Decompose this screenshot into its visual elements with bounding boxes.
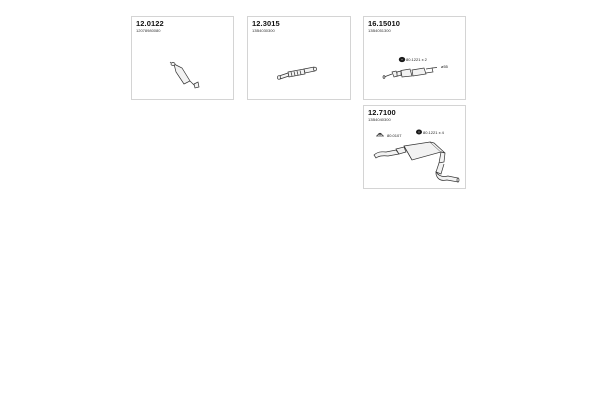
hanger-clamp-icon: [376, 133, 384, 136]
part-code: 12.7100: [368, 108, 396, 117]
part-card-12-7100[interactable]: [363, 105, 466, 189]
part-card-12-3015[interactable]: [247, 16, 351, 100]
catalytic-converter-icon: [364, 17, 467, 101]
part-code: 16.15010: [368, 19, 401, 28]
part-reference: 13B4051300: [368, 28, 391, 33]
part-code: 12.3015: [252, 19, 280, 28]
mount-callout: 80.1221 x 4: [423, 130, 444, 135]
part-card-12-0122[interactable]: [131, 16, 234, 100]
part-reference: 13B4030300: [252, 28, 275, 33]
flex-pipe-icon: [248, 17, 352, 101]
part-card-16-15010[interactable]: [363, 16, 466, 100]
clamp-callout: 80.0107: [387, 133, 402, 138]
rear-muffler-icon: [364, 106, 467, 190]
part-reference: 13B4040300: [368, 117, 391, 122]
rubber-mount-icon: [416, 130, 422, 135]
part-code: 12.0122: [136, 19, 164, 28]
diameter-label: ø55: [441, 64, 448, 69]
part-reference: 12078980080: [136, 28, 161, 33]
catalytic-converter-icon: [132, 17, 235, 101]
mount-callout: 80.1221 x 2: [406, 57, 427, 62]
rubber-mount-icon: [399, 57, 405, 62]
